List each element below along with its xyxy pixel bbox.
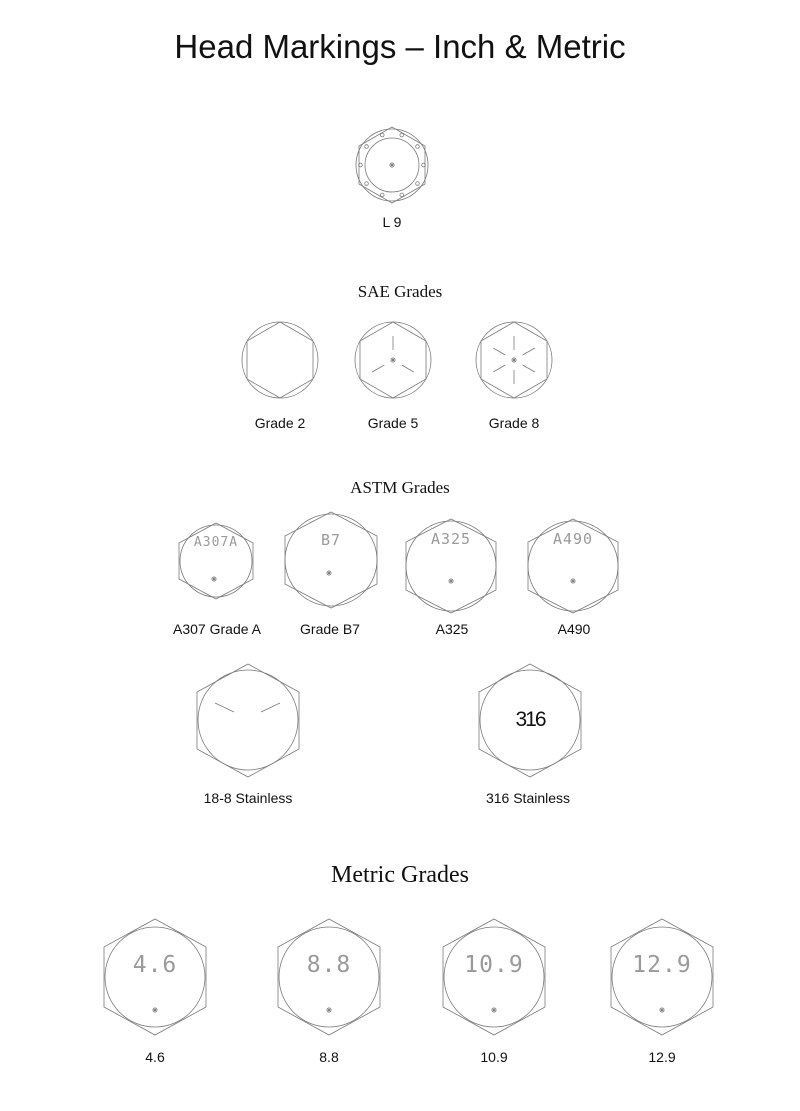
bolt-head-4-6 [103, 918, 207, 1036]
center-mark [448, 578, 454, 584]
caption-12-9: 12.9 [648, 1049, 676, 1065]
center-mark [389, 162, 395, 168]
head-stamp: A307A [193, 535, 239, 550]
caption-a307-grade-a: A307 Grade A [173, 621, 261, 637]
caption-a490: A490 [557, 621, 591, 637]
radial-line [493, 348, 505, 355]
hex-outline [197, 664, 299, 777]
bolt-head-grade-8 [474, 320, 554, 400]
radial-line [523, 348, 535, 355]
head-stamp: B7 [320, 531, 342, 549]
l9-dot [400, 133, 404, 137]
caption-grade-5: Grade 5 [367, 415, 419, 431]
bearing-circle [198, 670, 298, 770]
caption-18-8-stainless: 18-8 Stainless [203, 790, 293, 806]
caption-grade-b7: Grade B7 [300, 621, 360, 637]
center-mark [326, 1007, 332, 1013]
bolt-head-grade-5-drawing [353, 320, 433, 400]
caption-l9: L 9 [382, 214, 402, 230]
bolt-head-grade-8-drawing [474, 320, 554, 400]
bolt-head-b7 [284, 511, 378, 609]
bolt-head-10-9 [442, 918, 546, 1036]
bolt-head-8-8 [277, 918, 381, 1036]
bolt-head-grade-5 [353, 320, 433, 400]
section-title-metric: Metric Grades [331, 862, 469, 888]
caption-grade-2: Grade 2 [254, 415, 306, 431]
radial-line [402, 365, 414, 372]
center-mark [390, 357, 396, 363]
bolt-head-18-8-drawing [196, 663, 300, 778]
head-stamp: 12.9 [632, 952, 692, 978]
radial-line [261, 703, 280, 712]
l9-dot [365, 145, 369, 149]
center-mark [511, 357, 517, 363]
l9-dot [416, 182, 420, 186]
radial-line [523, 365, 535, 372]
bolt-head-12-9 [610, 918, 714, 1036]
head-stamp: 316 [515, 708, 545, 731]
l9-dot [380, 193, 384, 197]
bearing-circle [242, 322, 318, 398]
head-stamp: A490 [552, 530, 594, 548]
hex-outline [247, 322, 313, 398]
bearing-circle [285, 514, 377, 606]
head-stamp: 8.8 [306, 952, 352, 978]
head-stamp: 10.9 [464, 952, 524, 978]
head-stamp: 4.6 [132, 952, 178, 978]
section-title-astm: ASTM Grades [350, 478, 450, 497]
center-mark [491, 1007, 497, 1013]
l9-dot [365, 182, 369, 186]
bolt-head-l9-drawing [352, 125, 432, 205]
center-mark [211, 576, 217, 582]
section-title-sae: SAE Grades [357, 282, 443, 301]
bolt-head-a490 [527, 518, 619, 614]
bolt-head-b7-drawing [284, 511, 378, 609]
l9-dot [400, 193, 404, 197]
radial-line [372, 365, 384, 372]
bolt-head-a307a-drawing [176, 522, 256, 600]
center-mark [659, 1007, 665, 1013]
bolt-head-a325 [405, 518, 497, 614]
caption-a325: A325 [435, 621, 469, 637]
bolt-head-18-8-stainless [196, 663, 300, 778]
radial-line [215, 703, 234, 712]
caption-8-8: 8.8 [319, 1049, 339, 1065]
center-mark [152, 1007, 158, 1013]
radial-line [493, 365, 505, 372]
bolt-head-l9 [352, 125, 432, 205]
bolt-head-grade-2-drawing [240, 320, 320, 400]
caption-10-9: 10.9 [480, 1049, 508, 1065]
l9-dot [380, 133, 384, 137]
bolt-head-316-stainless [478, 663, 582, 778]
bolt-head-grade-2 [240, 320, 320, 400]
l9-dot [416, 145, 420, 149]
bolt-head-a307a [176, 522, 256, 600]
center-mark [570, 578, 576, 584]
radial-lines [372, 336, 414, 372]
hex-outline [285, 512, 377, 608]
head-stamp: A325 [430, 530, 472, 548]
center-mark [326, 570, 332, 576]
page-title: Head Markings – Inch & Metric [174, 28, 626, 65]
caption-grade-8: Grade 8 [488, 415, 540, 431]
caption-316-stainless: 316 Stainless [485, 790, 571, 806]
caption-4-6: 4.6 [145, 1049, 165, 1065]
